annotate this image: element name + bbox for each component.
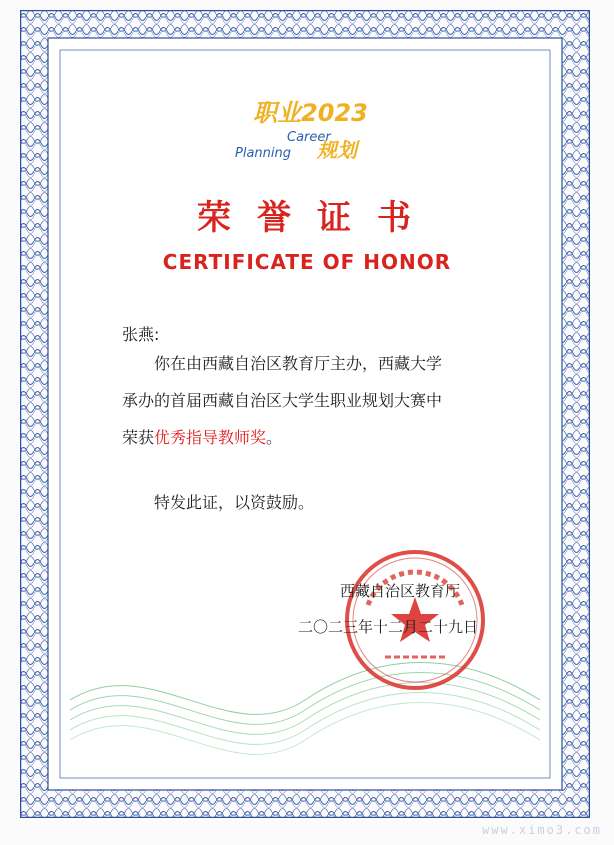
career-planning-logo [225,95,385,163]
logo-planning-text: Planning [235,146,291,161]
award-prefix: 荣获 [122,428,155,447]
recipient-name: 张燕: [122,325,160,344]
site-watermark: www.ximo3.com [482,823,602,837]
award-name: 优秀指导教师奖 [154,428,267,447]
logo-guihua-text: 规划 [317,138,357,162]
certificate-title-en: CERTIFICATE OF HONOR [162,250,452,274]
certificate-title-cn: 荣誉证书 [197,198,437,238]
issue-date: 二〇二三年十二月二十九日 [298,618,479,636]
closing-line: 特发此证，以资鼓励。 [154,493,315,512]
issuer-name: 西藏自治区教育厅 [340,582,461,600]
award-suffix: 。 [266,428,283,447]
body-line-2: 承办的首届西藏自治区大学生职业规划大赛中 [122,391,443,410]
logo-main-text: 职业2023 [253,99,368,127]
body-line-3 [122,425,282,448]
logo-career-text: Career [287,130,331,145]
body-line-1: 你在由西藏自治区教育厅主办，西藏大学 [154,354,443,373]
